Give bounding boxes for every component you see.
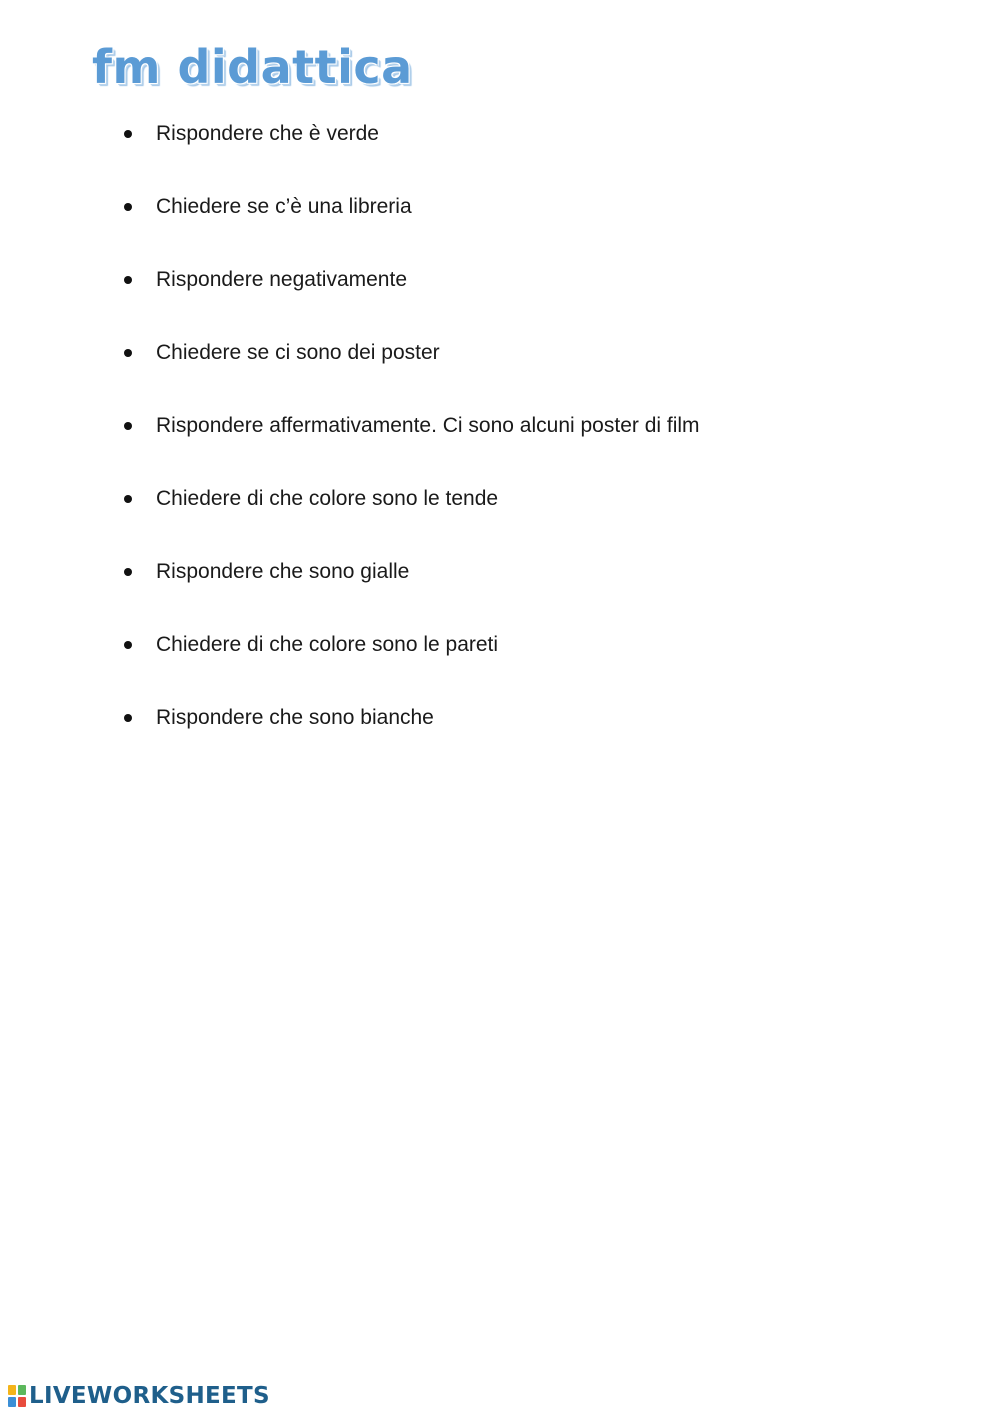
list-item: [124, 703, 434, 733]
bullet-icon: [124, 276, 132, 284]
bullet-icon: [124, 568, 132, 576]
list-item-text: Rispondere che è verde: [156, 122, 379, 145]
list-item-text: Chiedere se ci sono dei poster: [156, 341, 440, 364]
bullet-icon: [124, 130, 132, 138]
logo-block: [18, 1385, 26, 1395]
list-item-text: Rispondere affermativamente. Ci sono alcuni poster di film: [156, 414, 700, 437]
logo-block: [8, 1397, 16, 1407]
list-item-text: Chiedere di che colore sono le pareti: [156, 633, 499, 656]
logo-text: LIVEWORKSHEETS: [29, 1383, 270, 1409]
bullet-icon: [124, 422, 132, 430]
logo-block: [18, 1397, 26, 1407]
bullet-icon: [124, 714, 132, 722]
list-item-text: Rispondere che sono gialle: [156, 560, 410, 583]
list-item-text: Chiedere se c’è una libreria: [156, 195, 412, 218]
logo-blocks-icon: [8, 1385, 26, 1407]
list-item: [124, 484, 498, 514]
logo-block: [8, 1385, 16, 1395]
list-item-text: Rispondere che sono bianche: [156, 706, 434, 729]
list-item: [124, 265, 407, 295]
bullet-icon: [124, 495, 132, 503]
liveworksheets-logo[interactable]: [8, 1383, 270, 1409]
list-item: [124, 557, 409, 587]
list-item: [124, 192, 412, 222]
list-item-text: Rispondere negativamente: [156, 268, 407, 291]
list-item: [124, 630, 498, 660]
bullet-icon: [124, 349, 132, 357]
list-item: [124, 411, 700, 441]
brand-title: fm didattica: [92, 40, 413, 94]
bullet-icon: [124, 641, 132, 649]
list-item: [124, 119, 379, 149]
list-item-text: Chiedere di che colore sono le tende: [156, 487, 499, 510]
bullet-icon: [124, 203, 132, 211]
list-item: [124, 338, 440, 368]
